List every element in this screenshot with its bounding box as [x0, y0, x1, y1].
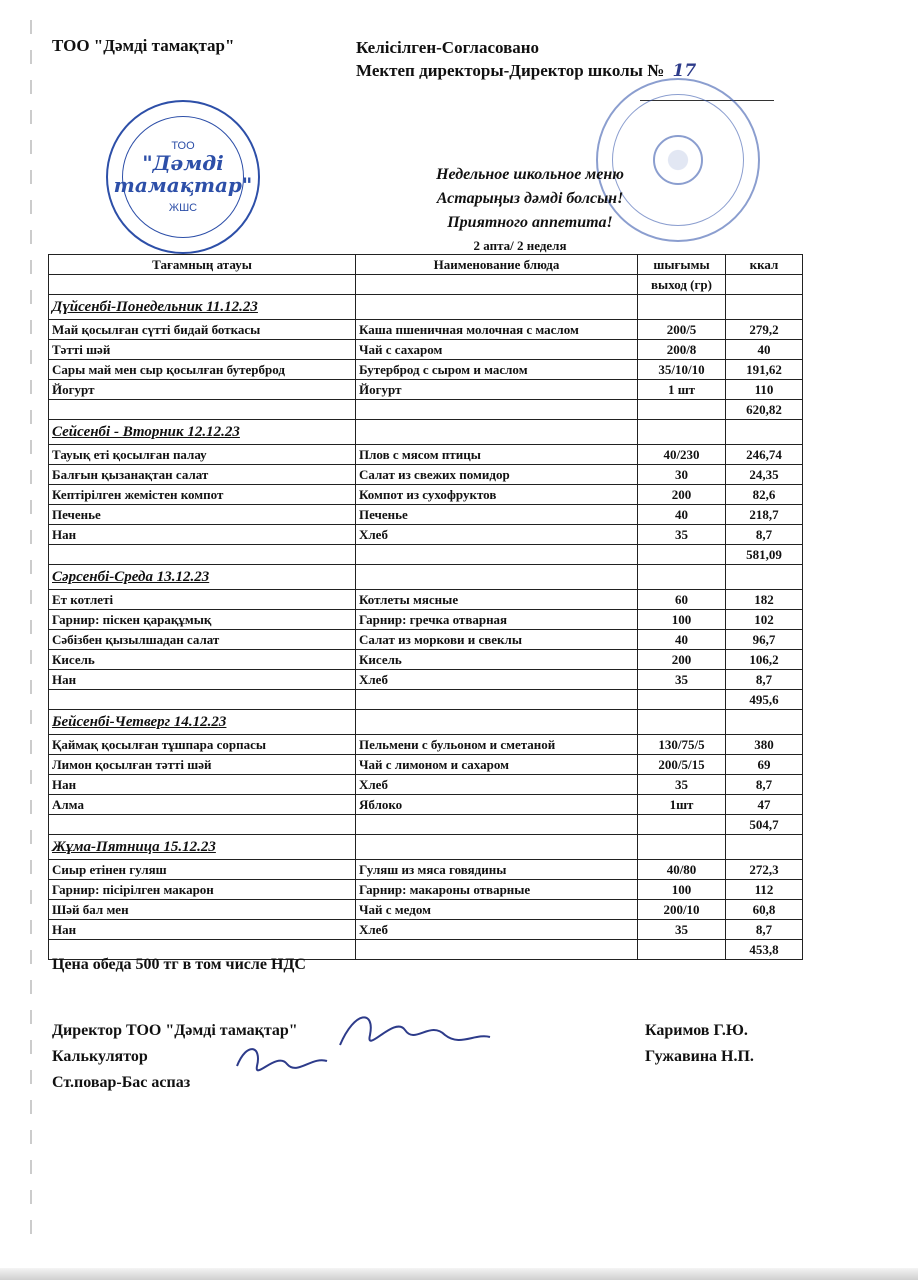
dish-name-ru: Кисель: [356, 650, 638, 670]
table-row: [49, 340, 803, 360]
dish-kcal: 102: [726, 610, 803, 630]
table-row: [49, 465, 803, 485]
table-row: [49, 485, 803, 505]
dish-name-ru: Хлеб: [356, 670, 638, 690]
dish-name-kz: Нан: [49, 775, 356, 795]
dish-name-ru: Компот из сухофруктов: [356, 485, 638, 505]
header-ru-name: Наименование блюда: [356, 255, 638, 275]
day-total-row: [49, 815, 803, 835]
day-row: [49, 420, 803, 445]
table-row: [49, 900, 803, 920]
dish-yield: 200: [638, 650, 726, 670]
signatory-role-chef: Ст.повар-Бас аспаз: [52, 1074, 191, 1091]
table-row: [49, 380, 803, 400]
day-row: [49, 835, 803, 860]
scan-edge: [30, 20, 32, 1250]
dish-name-ru: Хлеб: [356, 775, 638, 795]
dish-kcal: 272,3: [726, 860, 803, 880]
dish-yield: 200: [638, 485, 726, 505]
dish-name-kz: Сәбізбен қызылшадан салат: [49, 630, 356, 650]
dish-name-ru: Печенье: [356, 505, 638, 525]
dish-kcal: 8,7: [726, 525, 803, 545]
dish-name-kz: Балғын қызанақтан салат: [49, 465, 356, 485]
day-total-kcal: 504,7: [726, 815, 803, 835]
dish-yield: 40/80: [638, 860, 726, 880]
dish-kcal: 82,6: [726, 485, 803, 505]
company-seal: [106, 100, 260, 254]
day-name: Сейсенбі - Вторник 12.12.23: [49, 420, 356, 445]
header-kz-name: Тағамның атауы: [49, 255, 356, 275]
dish-name-kz: Сиыр етінен гуляш: [49, 860, 356, 880]
approval-block: [356, 36, 696, 83]
table-header-row: [49, 255, 803, 275]
dish-name-kz: Шәй бал мен: [49, 900, 356, 920]
dish-kcal: 246,74: [726, 445, 803, 465]
dish-kcal: 112: [726, 880, 803, 900]
table-row: [49, 795, 803, 815]
dish-name-kz: Май қосылған сүтті бидай боткасы: [49, 320, 356, 340]
dish-name-kz: Сары май мен сыр қосылған бутерброд: [49, 360, 356, 380]
lunch-price: Цена обеда 500 тг в том числе НДС: [52, 956, 306, 973]
dish-yield: 100: [638, 880, 726, 900]
approval-title: Мектеп директоры-Директор школы №: [356, 61, 665, 80]
signatory-name-director: Каримов Г.Ю.: [645, 1022, 748, 1039]
day-row: [49, 295, 803, 320]
dish-kcal: 8,7: [726, 670, 803, 690]
dish-kcal: 218,7: [726, 505, 803, 525]
dish-name-ru: Салат из моркови и свеклы: [356, 630, 638, 650]
dish-yield: 40: [638, 505, 726, 525]
dish-yield: 100: [638, 610, 726, 630]
menu-table-body: [49, 255, 803, 960]
table-row: [49, 445, 803, 465]
dish-kcal: 47: [726, 795, 803, 815]
table-row: [49, 860, 803, 880]
dish-kcal: 191,62: [726, 360, 803, 380]
dish-name-kz: Нан: [49, 670, 356, 690]
dish-yield: 30: [638, 465, 726, 485]
dish-yield: 40/230: [638, 445, 726, 465]
day-row: [49, 710, 803, 735]
dish-yield: 40: [638, 630, 726, 650]
dish-name-ru: Гуляш из мяса говядины: [356, 860, 638, 880]
dish-kcal: 24,35: [726, 465, 803, 485]
table-row: [49, 630, 803, 650]
menu-table: [48, 254, 803, 960]
calculator-signature: [232, 1036, 332, 1086]
dish-name-ru: Котлеты мясные: [356, 590, 638, 610]
dish-name-kz: Печенье: [49, 505, 356, 525]
header-yield: шығымы: [638, 255, 726, 275]
dish-yield: 130/75/5: [638, 735, 726, 755]
table-row: [49, 650, 803, 670]
organization-name: ТОО "Дәмді тамақтар": [52, 36, 235, 55]
dish-name-kz: Лимон қосылған тәтті шәй: [49, 755, 356, 775]
dish-yield: 200/5/15: [638, 755, 726, 775]
dish-yield: 35: [638, 920, 726, 940]
dish-name-kz: Гарнир: піскен қарақұмық: [49, 610, 356, 630]
approval-line2: [356, 59, 696, 83]
seal-name-line1: "Дәмді: [142, 151, 224, 175]
day-total-kcal: 620,82: [726, 400, 803, 420]
table-row: [49, 775, 803, 795]
dish-kcal: 380: [726, 735, 803, 755]
dish-name-kz: Тәтті шәй: [49, 340, 356, 360]
dish-name-kz: Алма: [49, 795, 356, 815]
day-total-kcal: 581,09: [726, 545, 803, 565]
table-row: [49, 525, 803, 545]
dish-name-ru: Яблоко: [356, 795, 638, 815]
dish-name-kz: Қаймақ қосылған тұшпара сорпасы: [49, 735, 356, 755]
day-name: Дүйсенбі-Понедельник 11.12.23: [49, 295, 356, 320]
table-row: [49, 755, 803, 775]
dish-name-ru: Чай с медом: [356, 900, 638, 920]
title-line1: Недельное школьное меню: [436, 166, 624, 183]
day-total-row: [49, 690, 803, 710]
day-total-kcal: 453,8: [726, 940, 803, 960]
day-total-row: [49, 545, 803, 565]
seal-bottom-text: ЖШС: [168, 202, 198, 214]
dish-kcal: 279,2: [726, 320, 803, 340]
dish-kcal: 106,2: [726, 650, 803, 670]
dish-name-ru: Бутерброд с сыром и маслом: [356, 360, 638, 380]
title-line2: Астарыңыз дәмді болсын!: [436, 190, 624, 207]
dish-name-ru: Плов с мясом птицы: [356, 445, 638, 465]
dish-name-ru: Гарнир: гречка отварная: [356, 610, 638, 630]
table-row: [49, 505, 803, 525]
seal-name-line2: тамақтар": [113, 173, 253, 197]
dish-name-ru: Чай с сахаром: [356, 340, 638, 360]
dish-yield: 200/10: [638, 900, 726, 920]
dish-name-ru: Гарнир: макароны отварные: [356, 880, 638, 900]
dish-kcal: 8,7: [726, 920, 803, 940]
dish-yield: 60: [638, 590, 726, 610]
dish-name-ru: Каша пшеничная молочная с маслом: [356, 320, 638, 340]
dish-yield: 35: [638, 775, 726, 795]
day-total-row: [49, 400, 803, 420]
dish-name-kz: Тауық еті қосылған палау: [49, 445, 356, 465]
dish-name-kz: Гарнир: пісірілген макарон: [49, 880, 356, 900]
dish-name-ru: Хлеб: [356, 525, 638, 545]
week-label: 2 апта/ 2 неделя: [473, 238, 567, 253]
table-row: [49, 735, 803, 755]
school-number: 17: [672, 61, 697, 81]
dish-yield: 35: [638, 670, 726, 690]
dish-kcal: 110: [726, 380, 803, 400]
dish-yield: 1 шт: [638, 380, 726, 400]
dish-yield: 200/8: [638, 340, 726, 360]
dish-name-kz: Нан: [49, 525, 356, 545]
day-total-kcal: 495,6: [726, 690, 803, 710]
dish-name-kz: Нан: [49, 920, 356, 940]
dish-kcal: 8,7: [726, 775, 803, 795]
dish-kcal: 69: [726, 755, 803, 775]
day-name: Сәрсенбі-Среда 13.12.23: [49, 565, 356, 590]
table-subheader-row: [49, 275, 803, 295]
seal-top-text: ТОО: [171, 139, 195, 152]
signatory-name-calculator: Гужавина Н.П.: [645, 1048, 754, 1065]
dish-kcal: 60,8: [726, 900, 803, 920]
table-row: [49, 590, 803, 610]
dish-name-ru: Чай с лимоном и сахаром: [356, 755, 638, 775]
table-row: [49, 880, 803, 900]
dish-kcal: 182: [726, 590, 803, 610]
dish-name-kz: Кептірілген жемістен компот: [49, 485, 356, 505]
dish-kcal: 96,7: [726, 630, 803, 650]
table-row: [49, 320, 803, 340]
dish-yield: 35/10/10: [638, 360, 726, 380]
dish-name-kz: Ет котлеті: [49, 590, 356, 610]
dish-kcal: 40: [726, 340, 803, 360]
table-row: [49, 920, 803, 940]
approval-line1: Келісілген-Согласовано: [356, 38, 540, 57]
signatory-role-director: Директор ТОО "Дәмді тамақтар": [52, 1022, 298, 1039]
dish-name-ru: Пельмени с бульоном и сметаной: [356, 735, 638, 755]
day-name: Жұма-Пятница 15.12.23: [49, 835, 356, 860]
day-name: Бейсенбі-Четверг 14.12.23: [49, 710, 356, 735]
dish-name-ru: Салат из свежих помидор: [356, 465, 638, 485]
signatory-role-calculator: Калькулятор: [52, 1048, 148, 1065]
dish-yield: 1шт: [638, 795, 726, 815]
dish-yield: 200/5: [638, 320, 726, 340]
director-signature: [335, 1005, 495, 1065]
day-row: [49, 565, 803, 590]
subheader-yield: выход (гр): [638, 275, 726, 295]
dish-yield: 35: [638, 525, 726, 545]
dish-name-ru: Хлеб: [356, 920, 638, 940]
table-row: [49, 610, 803, 630]
title-line3: Приятного аппетита!: [447, 214, 613, 231]
table-row: [49, 360, 803, 380]
table-row: [49, 670, 803, 690]
dish-name-ru: Йогурт: [356, 380, 638, 400]
scan-bottom-edge: [0, 1268, 918, 1280]
dish-name-kz: Йогурт: [49, 380, 356, 400]
dish-name-kz: Кисель: [49, 650, 356, 670]
header-kcal: ккал: [726, 255, 803, 275]
